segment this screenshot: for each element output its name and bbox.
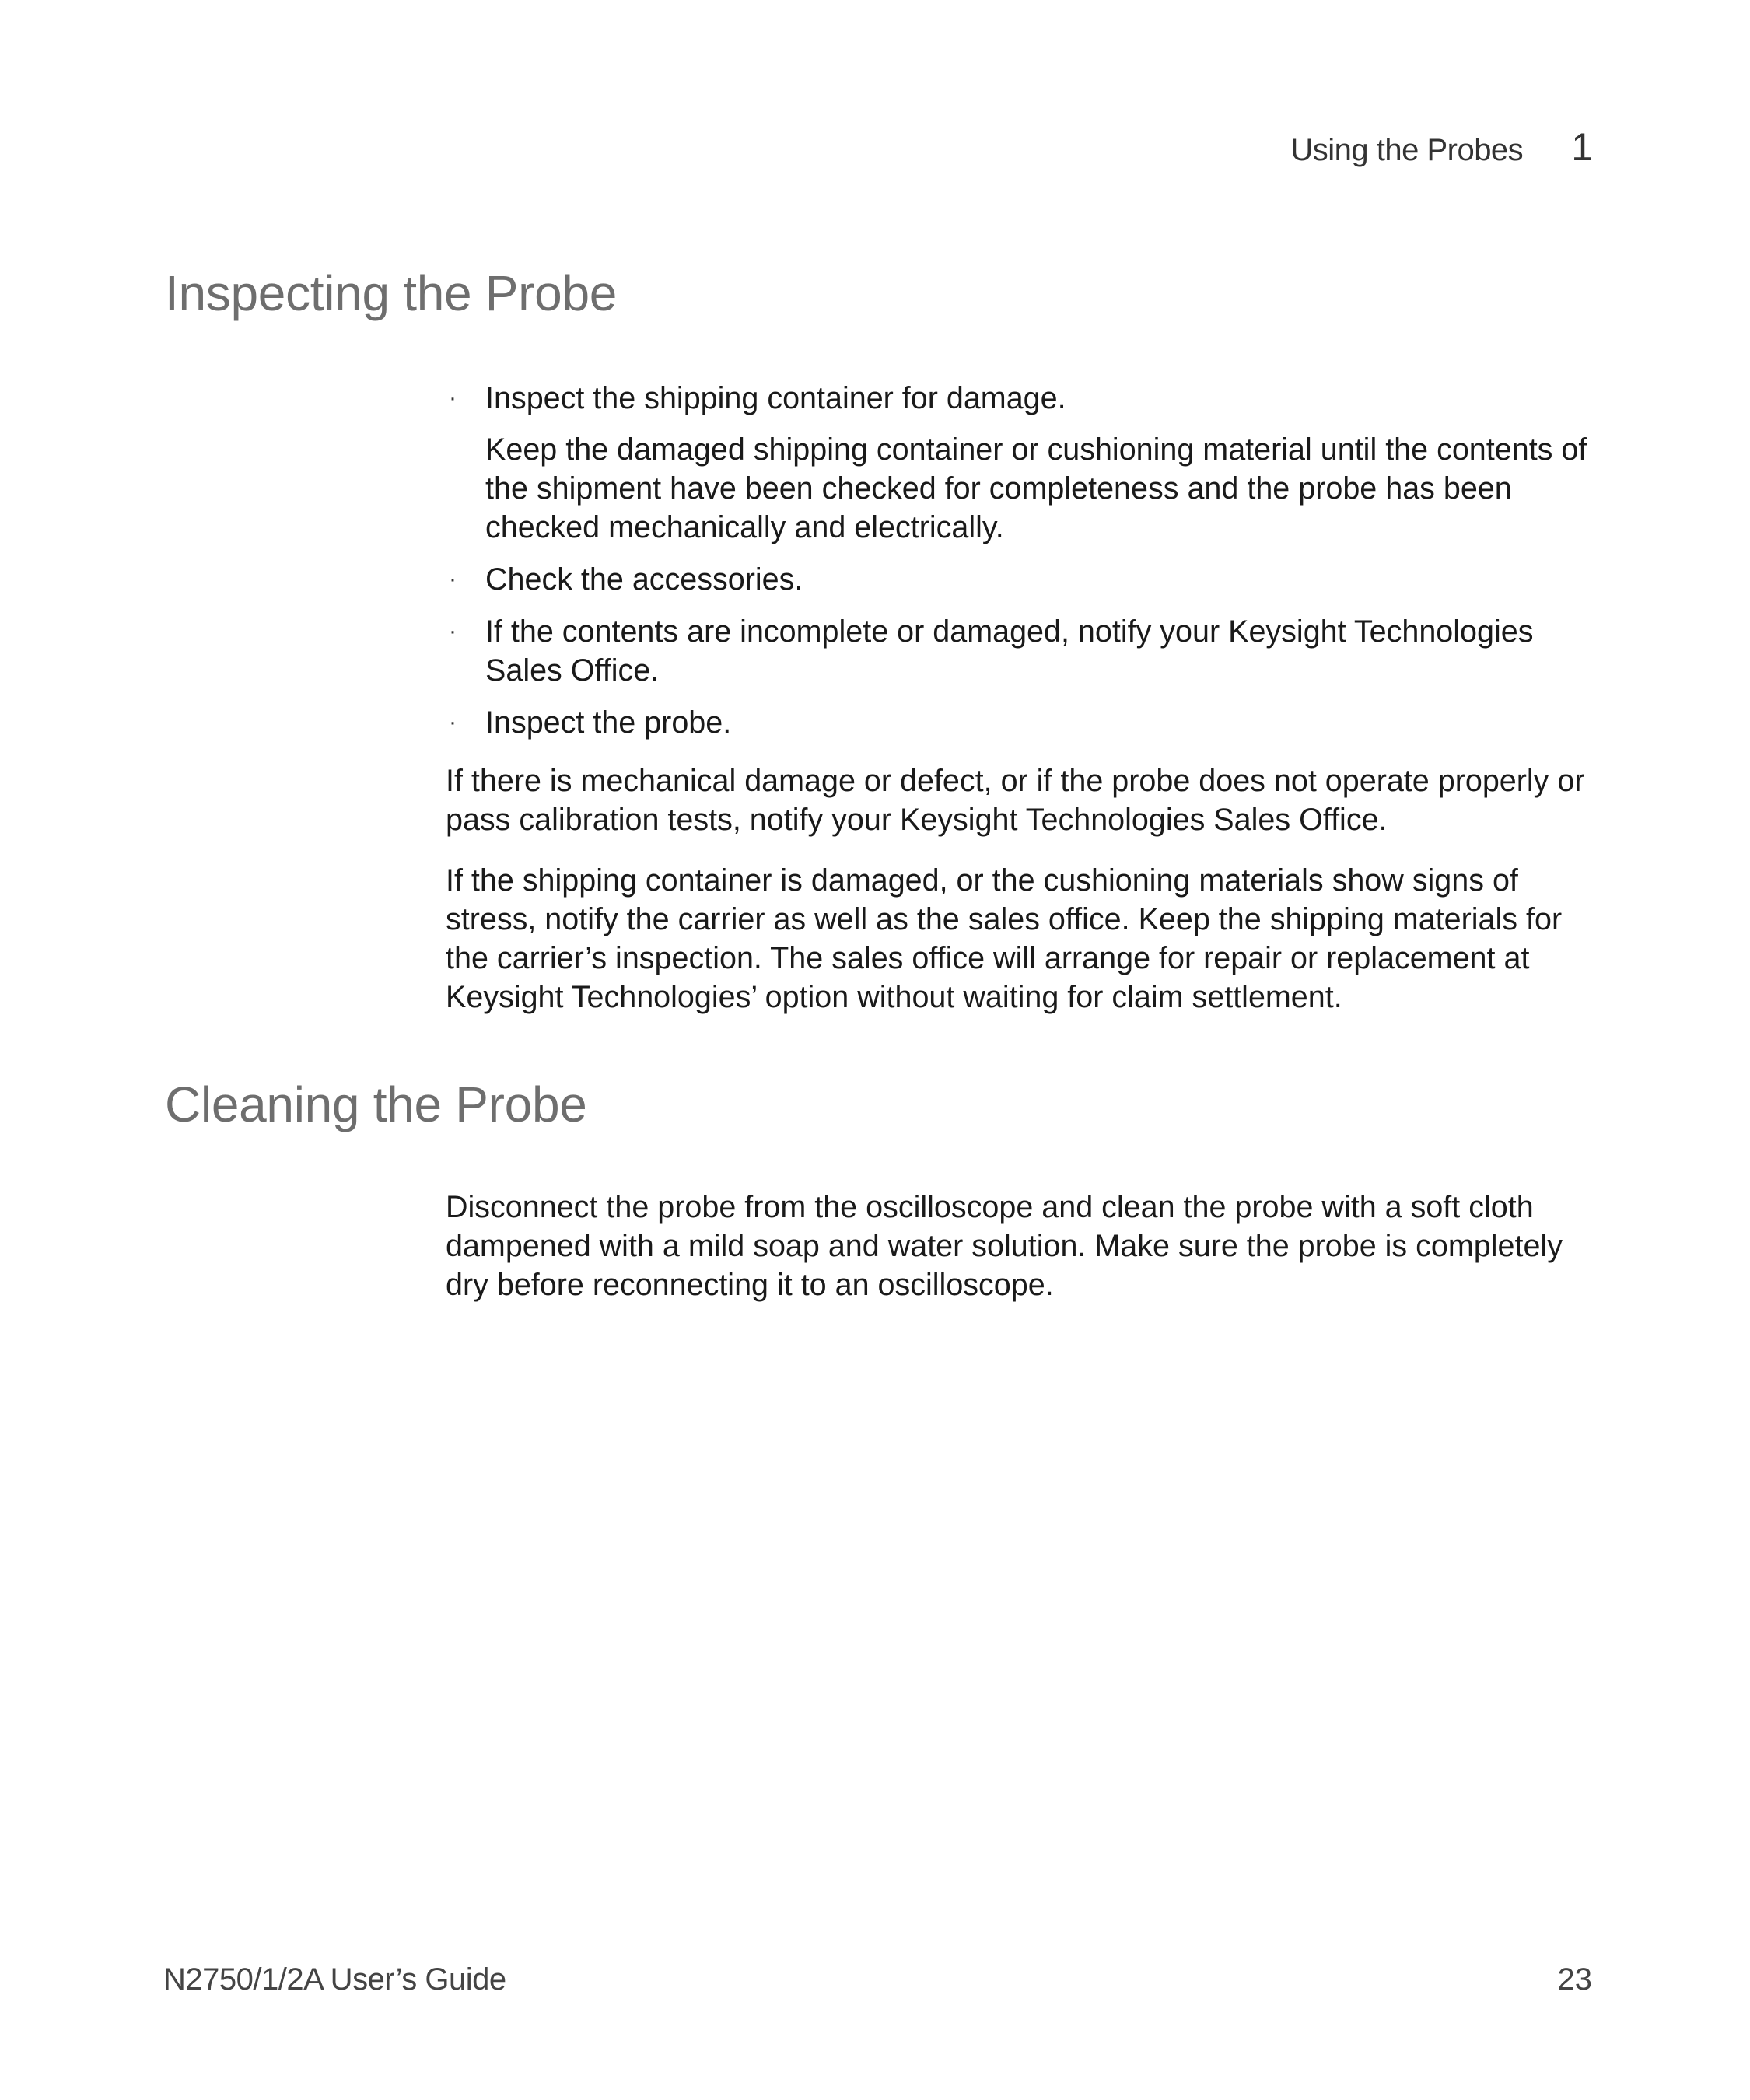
footer-guide-title: N2750/1/2A User’s Guide (163, 1962, 506, 1997)
running-header (1290, 124, 1593, 170)
list-item-text: Check the accessories. (485, 562, 803, 597)
list-item (446, 703, 1597, 742)
bullet-icon: · (449, 618, 457, 644)
running-header-section-name: Using the Probes (1290, 133, 1524, 167)
body-paragraph: Disconnect the probe from the oscilloscope and clean the probe with a soft cloth dampened with a mild soap and water solution. Make sure the probe is completely dry before reconnecting it to an oscilloscope. (446, 1190, 1563, 1302)
body-paragraph: If the shipping container is damaged, or the cushioning materials show signs of stress, notify the carrier as well as the sales office. Keep the shipping materials for the carrier’s inspection. The sales office will arrange for repair or replacement at Keysight Technologies’ option without waiting for claim settlement. (446, 863, 1563, 1014)
footer-page-number: 23 (1557, 1962, 1592, 1997)
cleaning-section-body (446, 1188, 1597, 1326)
list-item-text: Inspect the probe. (485, 705, 732, 740)
list-item (446, 379, 1597, 547)
bullet-icon: · (449, 566, 457, 592)
bullet-icon: · (449, 385, 457, 411)
bullet-icon: · (449, 709, 457, 735)
inspecting-section-heading: Inspecting the Probe (165, 265, 618, 321)
list-item (446, 560, 1597, 599)
inspecting-section-body (446, 379, 1597, 1038)
list-item-detail: Keep the damaged shipping container or cushioning material until the contents of the shipment have been checked for completeness and the probe has been checked mechanically and electrically. (485, 432, 1587, 544)
list-item-text: Inspect the shipping container for damage. (485, 381, 1066, 415)
body-paragraph: If there is mechanical damage or defect, or if the probe does not operate properly or pass calibration tests, notify your Keysight Technologies Sales Office. (446, 764, 1585, 837)
cleaning-section-heading: Cleaning the Probe (165, 1076, 587, 1132)
list-item (446, 612, 1597, 690)
running-header-chapter-number: 1 (1571, 125, 1593, 169)
inspection-checklist (446, 379, 1597, 742)
list-item-text: If the contents are incomplete or damaged, notify your Keysight Technologies Sales Office. (485, 614, 1534, 688)
